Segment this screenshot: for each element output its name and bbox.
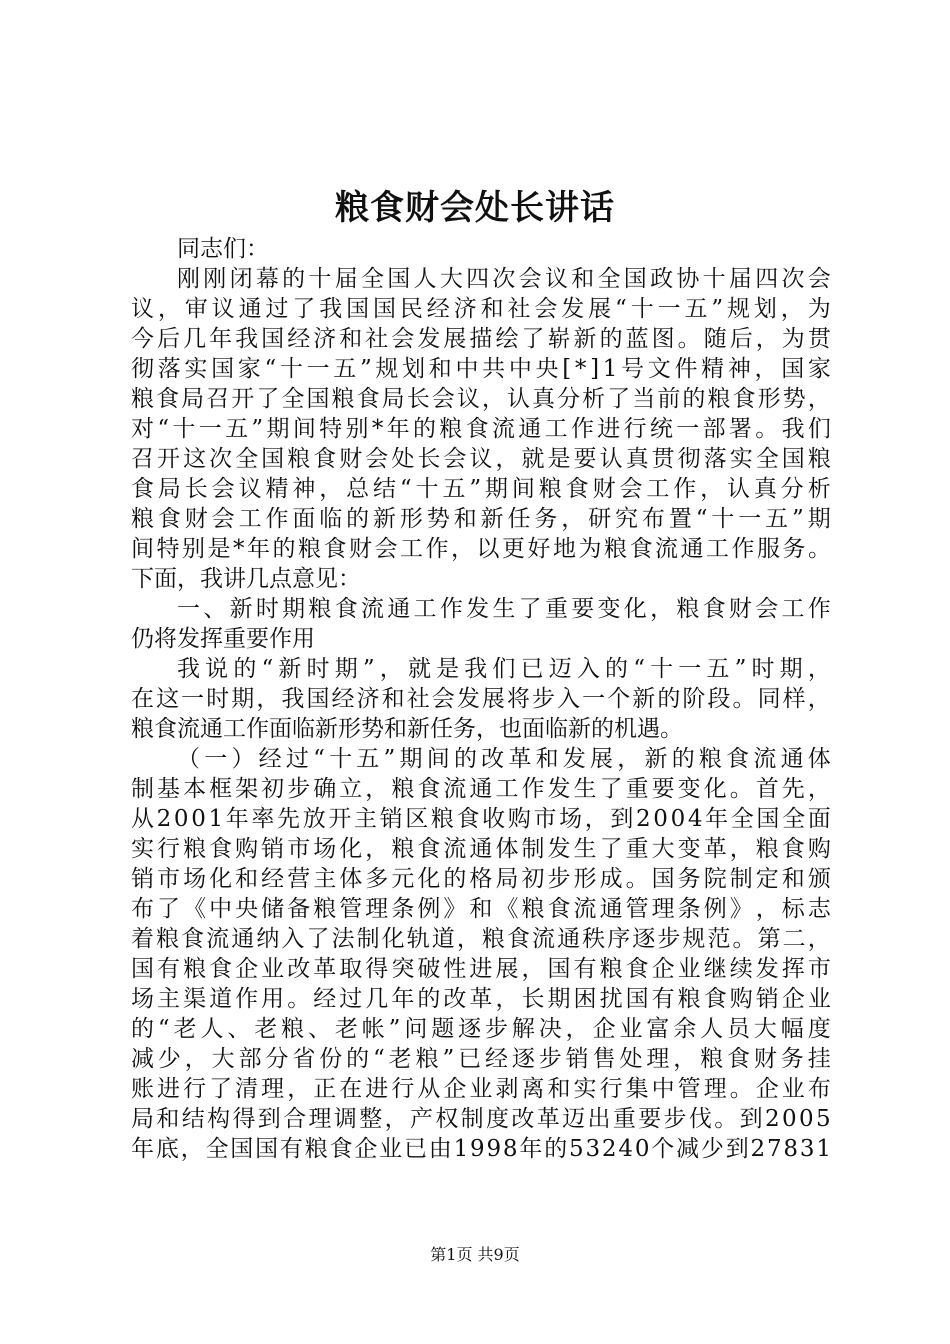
body-line: 减 少 ， 大 部 分 省 份 的 “ 老 粮 ” 已 经 逐 步 销 售 处 理 ， 粮 食 财 务 挂 xyxy=(131,1046,831,1072)
body-line: 的 “ 老 人 、 老 粮 、 老 帐 ” 问 题 逐 步 解 决 ， 企 业 富 余 人 员 大 幅 度 xyxy=(131,1016,831,1042)
body-line: 食 局 长 会 议 精 神 ， 总 结 “ 十 五 ” 期 间 粮 食 财 会 工 作 ， 认 真 分 析 xyxy=(131,476,831,502)
body-line: 实 行 粮 食 购 销 市 场 化 ， 粮 食 流 通 体 制 发 生 了 重 大 变 革 ， 粮 食 购 xyxy=(131,836,831,862)
document-body xyxy=(131,234,831,1164)
body-line: 国 有 粮 食 企 业 改 革 取 得 突 破 性 进 展 ， 国 有 粮 食 企 业 继 续 发 挥 市 xyxy=(131,956,831,982)
body-line: 在 这 一 时 期 ， 我 国 经 济 和 社 会 发 展 将 步 入 一 个 新 的 阶 段 。 同 样 ， xyxy=(131,686,831,712)
body-line: 彻 落 实 国 家 “ 十 一 五 ” 规 划 和 中 共 中 央 [ * ] 1 号 文 件 精 神 ， 国 家 xyxy=(131,356,831,382)
body-line: 制 基 本 框 架 初 步 确 立 ， 粮 食 流 通 工 作 发 生 了 重 要 变 化 。 首 先 ， xyxy=(131,776,831,802)
body-line: 粮 食 财 会 工 作 面 临 的 新 形 势 和 新 任 务 ， 研 究 布 置 “ 十 一 五 ” 期 xyxy=(131,506,831,532)
body-line: 从 2 0 0 1 年 率 先 放 开 主 销 区 粮 食 收 购 市 场 ， 到 2 0 0 4 年 全 国 全 面 xyxy=(131,806,831,832)
body-line: 召 开 这 次 全 国 粮 食 财 会 处 长 会 议 ， 就 是 要 认 真 贯 彻 落 实 全 国 粮 xyxy=(131,446,831,472)
body-line: 布 了 《 中 央 储 备 粮 管 理 条 例 》 和 《 粮 食 流 通 管 理 条 例 》 ， 标 志 xyxy=(131,896,831,922)
body-line: 对 “ 十 一 五 ” 期 间 特 别 * 年 的 粮 食 流 通 工 作 进 行 统 一 部 署 。 我 们 xyxy=(131,416,831,442)
body-line: 粮食流通工作面临新形势和新任务，也面临新的机遇。 xyxy=(131,716,683,742)
body-line: 场 主 渠 道 作 用 。 经 过 几 年 的 改 革 ， 长 期 困 扰 国 有 粮 食 购 销 企 业 xyxy=(131,986,831,1012)
body-line: 我 说 的 “ 新 时 期 ” ， 就 是 我 们 已 迈 入 的 “ 十 一 五 ” 时 期 ， xyxy=(177,656,831,682)
body-line: 今 后 几 年 我 国 经 济 和 社 会 发 展 描 绘 了 崭 新 的 蓝 图 。 随 后 ， 为 贯 xyxy=(131,326,831,352)
body-line: 同志们： xyxy=(177,236,269,262)
body-line: 下面，我讲几点意见： xyxy=(131,566,361,592)
body-line: 间 特 别 是 * 年 的 粮 食 财 会 工 作 ， 以 更 好 地 为 粮 食 流 通 工 作 服 务 。 xyxy=(131,536,831,562)
body-line: 一 、 新 时 期 粮 食 流 通 工 作 发 生 了 重 要 变 化 ， 粮 食 财 会 工 作 xyxy=(177,596,831,622)
document-title: 粮食财会处长讲话 xyxy=(335,188,615,228)
body-line: 仍将发挥重要作用 xyxy=(131,626,315,652)
body-line: 账 进 行 了 清 理 ， 正 在 进 行 从 企 业 剥 离 和 实 行 集 中 管 理 。 企 业 布 xyxy=(131,1076,831,1102)
body-line: 局 和 结 构 得 到 合 理 调 整 ， 产 权 制 度 改 革 迈 出 重 要 步 伐 。 到 2 0 0 5 xyxy=(131,1106,831,1132)
body-line: 年 底 ， 全 国 国 有 粮 食 企 业 已 由 1 9 9 8 年 的 5 3 2 4 0 个 减 少 到 2 7 8 3 1 xyxy=(131,1136,831,1162)
body-line: 销 市 场 化 和 经 营 主 体 多 元 化 的 格 局 初 步 形 成 。 国 务 院 制 定 和 颁 xyxy=(131,866,831,892)
body-line: （ 一 ） 经 过 “ 十 五 ” 期 间 的 改 革 和 发 展 ， 新 的 粮 食 流 通 体 xyxy=(177,746,831,772)
body-line: 刚 刚 闭 幕 的 十 届 全 国 人 大 四 次 会 议 和 全 国 政 协 十 届 四 次 会 xyxy=(177,266,831,292)
body-line: 粮 食 局 召 开 了 全 国 粮 食 局 长 会 议 ， 认 真 分 析 了 当 前 的 粮 食 形 势 ， xyxy=(131,386,831,412)
body-line: 着 粮 食 流 通 纳 入 了 法 制 化 轨 道 ， 粮 食 流 通 秩 序 逐 步 规 范 。 第 二 ， xyxy=(131,926,831,952)
body-line: 议 ， 审 议 通 过 了 我 国 国 民 经 济 和 社 会 发 展 “ 十 一 五 ” 规 划 ， 为 xyxy=(131,296,831,322)
page-footer: 第1页 共9页 xyxy=(430,1245,520,1264)
